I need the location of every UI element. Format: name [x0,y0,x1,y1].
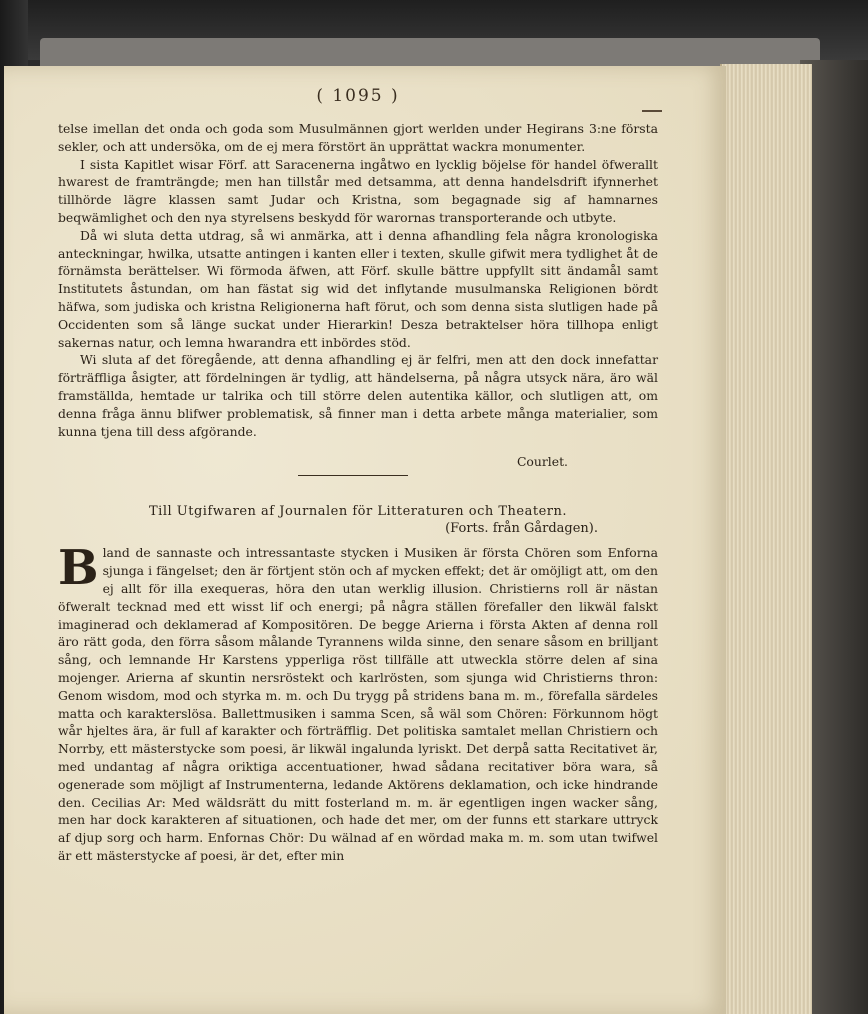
article-title: Till Utgifwaren af Journalen för Litteraturen och Theatern. [149,504,567,520]
article-body [58,540,658,864]
article-text: land de sannaste och intressantaste stycken i Musiken är första Chören som Enforna sjunga i fängelset; den är förtjent stön och af mycken effekt; det är omöjligt att, om den ej allt för illa exequeras, höra den utan werklig illusion. Christierns roll är nästan öfweralt tecknad med ett wisst lif och energi; på några ställen förefaller den likwäl falskt imaginerad och deklamerad af Kompositören. De begge Arierna i första Akten af denna roll äro rätt goda, den förra såsom målande Tyrannens wilda sinne, den senare såsom en brilljant sång, och lemnande Hr Karstens ypperliga röst tillfälle att utweckla större delen af sina mojenger. Arierna af skuntin nersröstekt och karlrösten, som sjunga wid Christierns thron: Genom wisdom, mod och styrka m. m. och Du trygg på stridens bana m. m., förefalla särdeles matta och karakterslösa. Ballettmusiken i samma Scen, så wäl som Chören: Förkunnom högt wår hjeltes ära, är full af karakter och förträfflig. Det politiska samtalet mellan Christiern och Norrby, ett mästerstycke som poesi, är likwäl ingalunda lyriskt. Det derpå satta Recitativet är, med undantag af några oriktiga accentuationer, hwad sådana recitativer böra wara, så ogenerade som möjligt af Instrumenterna, ledande Aktörens deklamation, och icke hindrande den. Cecilias Ar: Med wäldsrätt du mitt fosterland m. m. är egentligen ingen wacker sång, men har dock karakteren af situationen, och hade det mer, om der funns ett starkare uttryck af djup sorg och harm. Enfornas Chör: Du wälnad af en wördad maka m. m. som utan twifwel är ett mästerstycke af poesi, är det, efter min [58,545,658,863]
paragraph-1: telse imellan det onda och goda som Musulmännen gjort werlden under Hegirans 3:ne första sekler, och att undersöka, om de ej mera förstört än upprättat wackra monumenter. [58,121,658,154]
section-divider [298,475,408,476]
paragraph-4: Wi sluta af det föregående, att denna afhandling ej är felfri, men att den dock innefattar förträffliga åsigter, att fördelningen är tydlig, att händelserna, på några utsyck nära, äro wäl framställda, hemtade ur talrika och till större delen autentika källor, och slutligen att, om denna fråga ännu blifwer problematisk, så finner man i detta arbete många materialier, som kunna tjena till dess afgörande. [58,352,658,439]
page-number: ( 1095 ) [316,86,400,106]
paragraph-3: Då wi sluta detta utdrag, så wi anmärka, att i denna afhandling fela några kronologiska anteckningar, hwilka, utsatte antingen i kanten eller i texten, skulle gifwit mera tydlighet åt de förnämsta berättelser. Wi förmoda äfwen, att Förf. skulle bättre uppfyllt sitt ändamål samt Institutets åstundan, om han fästat sig wid det inflytande musulmanska Religionen bördt häfwa, som judiska och kristna Religionerna haft förut, och som denna sista slutligen hade på Occidenten som så länge suckat under Hierarkin! Desza betraktelser höra tillhopa enligt sakernas natur, och lemna hwarandra ett inbördes stöd. [58,227,658,350]
signature: Courlet. [516,454,568,470]
page-edges [720,64,812,1014]
article-subtitle: (Forts. från Gårdagen). [445,521,598,537]
drop-cap: B [58,540,99,597]
page-content [58,86,658,865]
paragraph-2: I sista Kapitlet wisar Förf. att Saracenerna ingåtwo en lycklig böjelse för handel öfwerallt hwarest de framträngde; men han tillstår med detsamma, att denna handelsdrift ifynnerhet tillhörde lägre klassen samt Judar och Kristna, som begagnade sig af hamnarnes beqwämlighet och den nya styrelsens beskydd för warornas transporterande och utbyte. [58,156,658,225]
